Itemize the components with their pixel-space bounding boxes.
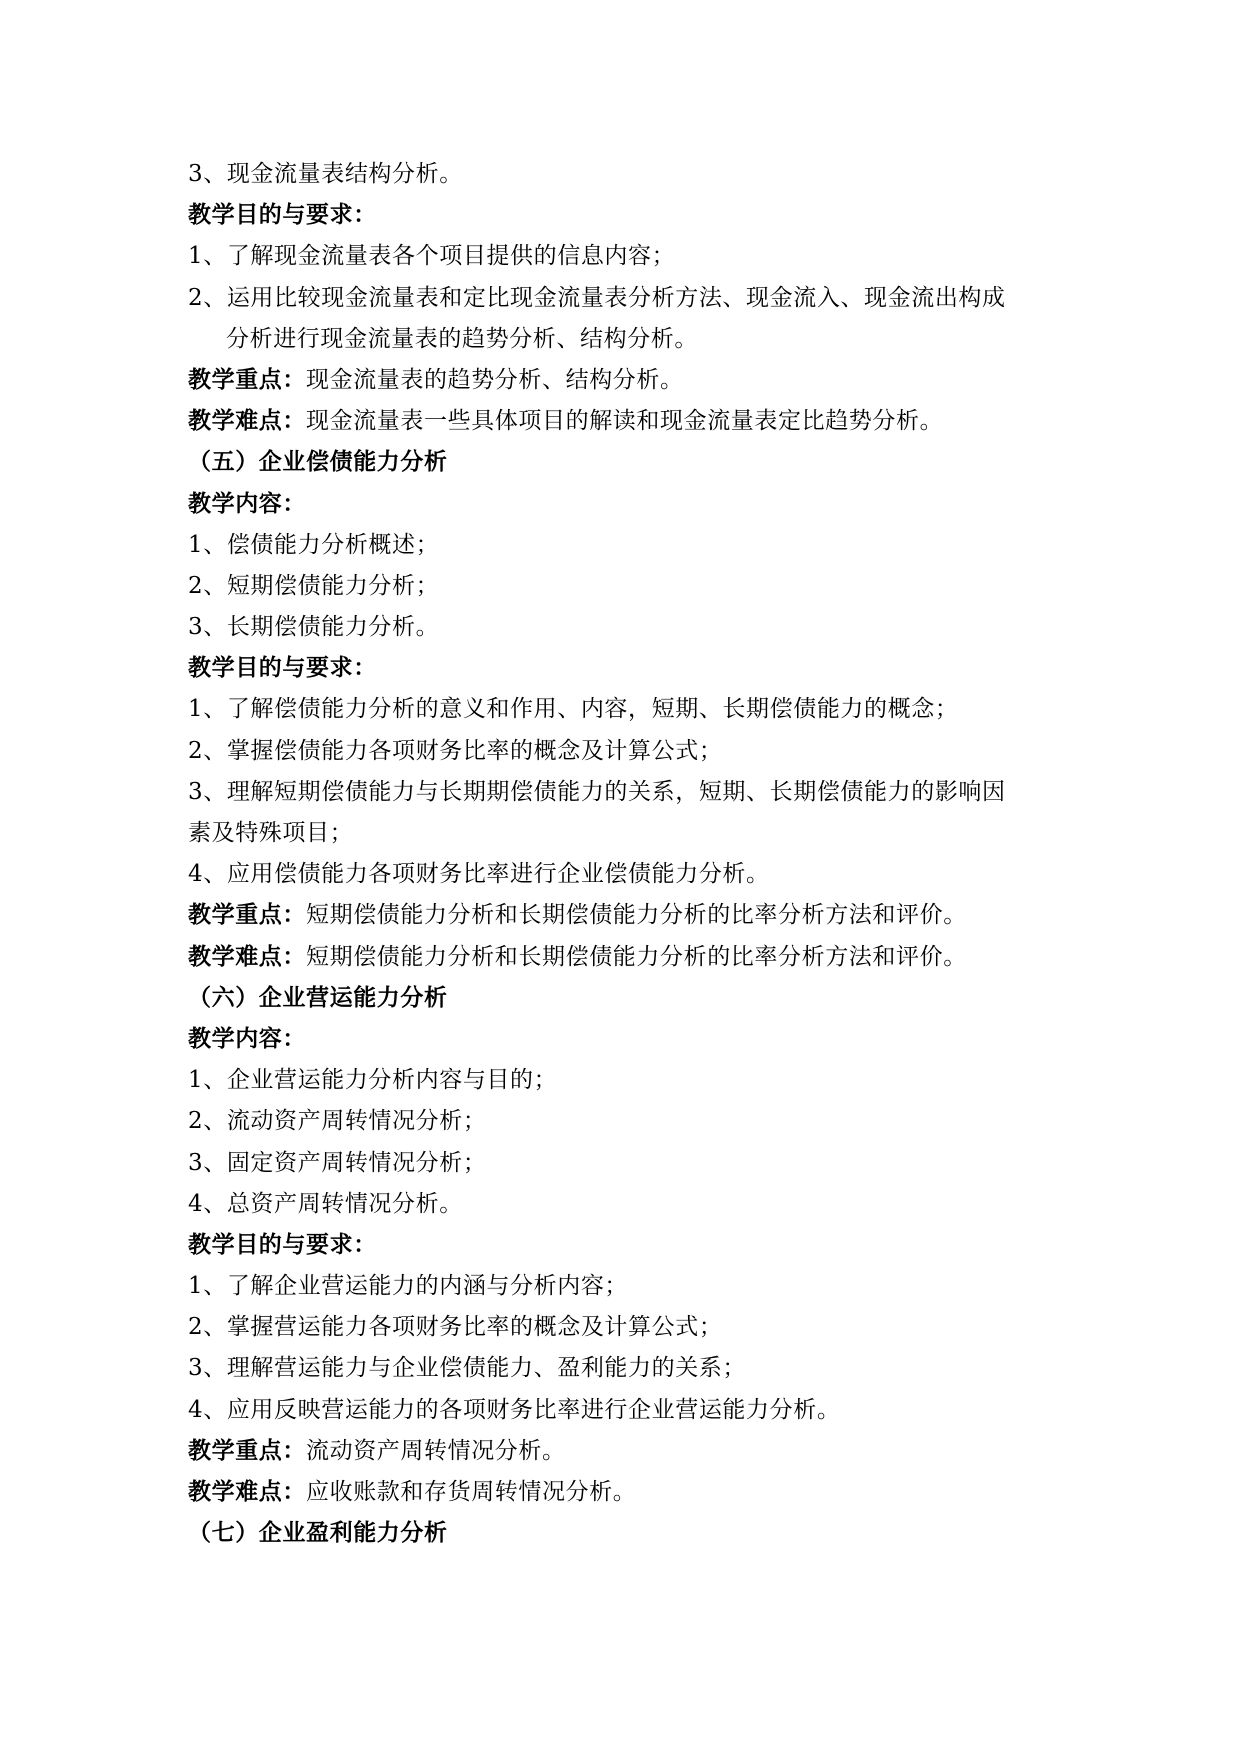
section-title: （六）企业营运能力分析 <box>188 984 448 1011</box>
list-item: 3、现金流量表结构分析。 <box>188 161 463 187</box>
content-label: 教学内容： <box>188 1025 306 1052</box>
list-item-continuation: 素及特殊项目； <box>188 820 354 846</box>
key-point-row <box>188 895 1068 936</box>
document-page <box>188 154 1068 1554</box>
key-point-label: 教学重点： <box>188 366 306 393</box>
difficulty-text: 现金流量表一些具体项目的解读和现金流量表定比趋势分析。 <box>306 408 944 435</box>
list-item: 3、固定资产周转情况分析； <box>188 1149 487 1176</box>
list-item: 1、了解现金流量表各个项目提供的信息内容； <box>188 243 676 270</box>
list-item: 4、总资产周转情况分析。 <box>188 1190 463 1217</box>
list-item: 4、应用反映营运能力的各项财务比率进行企业营运能力分析。 <box>188 1396 841 1423</box>
goals-label: 教学目的与要求： <box>188 655 377 682</box>
key-point-row <box>188 360 1068 401</box>
key-point-text: 流动资产周转情况分析。 <box>306 1437 566 1464</box>
key-point-text: 现金流量表的趋势分析、结构分析。 <box>306 366 684 393</box>
list-item: 2、运用比较现金流量表和定比现金流量表分析方法、现金流入、现金流出构成 <box>188 284 1006 311</box>
list-item: 1、偿债能力分析概述； <box>188 531 440 558</box>
key-point-text: 短期偿债能力分析和长期偿债能力分析的比率分析方法和评价。 <box>306 902 967 929</box>
difficulty-label: 教学难点： <box>188 408 306 435</box>
list-item: 3、理解营运能力与企业偿债能力、盈利能力的关系； <box>188 1355 747 1382</box>
key-point-row <box>188 1431 1068 1472</box>
goals-label: 教学目的与要求： <box>188 202 377 229</box>
difficulty-row <box>188 1472 1068 1513</box>
difficulty-row <box>188 401 1068 442</box>
list-item: 1、了解企业营运能力的内涵与分析内容； <box>188 1273 629 1300</box>
list-item: 3、理解短期偿债能力与长期期偿债能力的关系，短期、长期偿债能力的影响因 <box>188 778 1006 805</box>
difficulty-text: 短期偿债能力分析和长期偿债能力分析的比率分析方法和评价。 <box>306 943 967 970</box>
goals-label: 教学目的与要求： <box>188 1231 377 1258</box>
list-item: 1、了解偿债能力分析的意义和作用、内容，短期、长期偿债能力的概念； <box>188 696 959 723</box>
list-item: 3、长期偿债能力分析。 <box>188 614 440 641</box>
list-item: 2、掌握偿债能力各项财务比率的概念及计算公式； <box>188 737 723 764</box>
content-label: 教学内容： <box>188 490 306 517</box>
key-point-label: 教学重点： <box>188 1437 306 1464</box>
section-title: （七）企业盈利能力分析 <box>188 1520 448 1547</box>
list-item: 2、流动资产周转情况分析； <box>188 1108 487 1135</box>
difficulty-text: 应收账款和存货周转情况分析。 <box>306 1479 637 1505</box>
difficulty-row <box>188 937 1068 978</box>
list-item: 1、企业营运能力分析内容与目的； <box>188 1067 558 1094</box>
section-title: （五）企业偿债能力分析 <box>188 449 448 476</box>
key-point-label: 教学重点： <box>188 902 306 929</box>
list-item: 2、短期偿债能力分析； <box>188 572 440 599</box>
list-item: 4、应用偿债能力各项财务比率进行企业偿债能力分析。 <box>188 861 770 888</box>
list-item: 2、掌握营运能力各项财务比率的概念及计算公式； <box>188 1314 723 1341</box>
difficulty-label: 教学难点： <box>188 1479 306 1505</box>
difficulty-label: 教学难点： <box>188 943 306 970</box>
list-item-continuation: 分析进行现金流量表的趋势分析、结构分析。 <box>226 325 698 352</box>
